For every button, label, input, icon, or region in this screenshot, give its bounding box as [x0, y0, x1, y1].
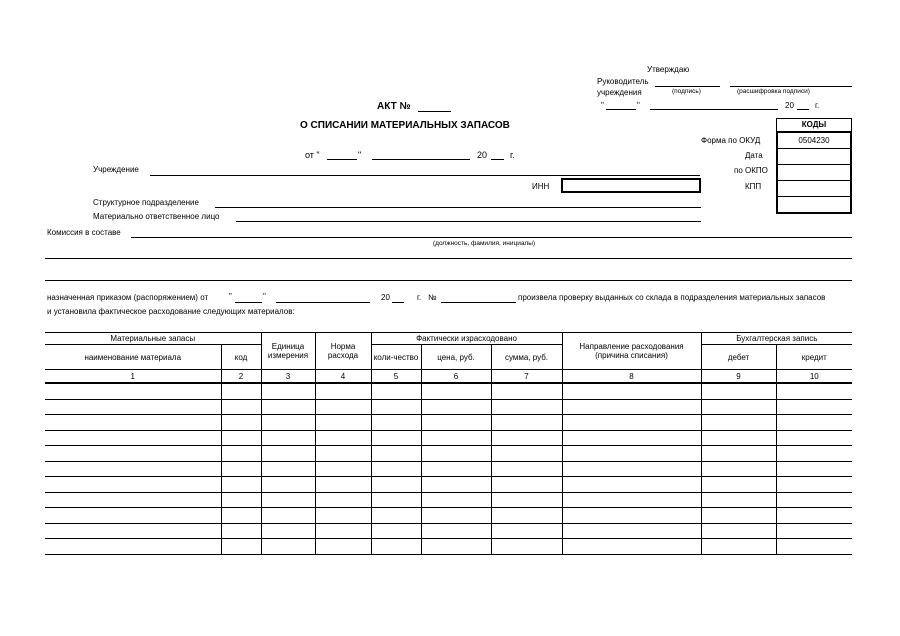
- table-cell[interactable]: [221, 523, 261, 539]
- table-cell[interactable]: [315, 383, 371, 399]
- table-cell[interactable]: [491, 399, 562, 415]
- institution-line[interactable]: [150, 175, 700, 176]
- table-cell[interactable]: [491, 492, 562, 508]
- table-cell[interactable]: [315, 446, 371, 462]
- approve-year-prefix: 20: [785, 101, 794, 110]
- kpp-label: КПП: [745, 182, 762, 191]
- table-cell[interactable]: [701, 523, 776, 539]
- header-qty: коли-чество: [371, 345, 421, 370]
- table-cell[interactable]: [371, 430, 421, 446]
- table-cell[interactable]: [701, 446, 776, 462]
- table-cell[interactable]: [701, 383, 776, 399]
- group-materials: Материальные запасы: [45, 333, 261, 345]
- table-cell[interactable]: [221, 446, 261, 462]
- table-cell[interactable]: [261, 492, 315, 508]
- table-cell[interactable]: [776, 415, 852, 431]
- table-cell[interactable]: [562, 539, 701, 555]
- header-code: код: [221, 345, 261, 370]
- table-cell[interactable]: [221, 383, 261, 399]
- table-cell[interactable]: [491, 446, 562, 462]
- group-accounting: Бухгалтерская запись: [701, 333, 852, 345]
- table-cell[interactable]: [221, 477, 261, 493]
- header-norm: Норма расхода: [315, 333, 371, 370]
- table-row: [45, 461, 852, 477]
- decode-caption: (расшифровка подписи): [737, 88, 810, 95]
- table-cell[interactable]: [421, 492, 491, 508]
- table-cell[interactable]: [562, 523, 701, 539]
- okud-value: 0504230: [776, 131, 852, 148]
- table-cell[interactable]: [491, 383, 562, 399]
- order-g: г.: [417, 293, 422, 302]
- approve-quote-close: ": [637, 101, 640, 110]
- table-cell[interactable]: [45, 477, 221, 493]
- header-debit: дебет: [701, 345, 776, 370]
- doc-date-year: 20: [477, 150, 488, 160]
- subdivision-line[interactable]: [215, 207, 701, 208]
- col-number: 2: [221, 370, 261, 384]
- table-row: [45, 539, 852, 555]
- date-cell[interactable]: [776, 148, 852, 164]
- table-cell[interactable]: [221, 415, 261, 431]
- institution-label: Учреждение: [93, 165, 139, 174]
- header-name: наименование материала: [45, 345, 221, 370]
- table-cell[interactable]: [261, 477, 315, 493]
- commission-caption: (должность, фамилия, инициалы): [433, 240, 536, 247]
- table-cell[interactable]: [491, 461, 562, 477]
- order-year: 20: [381, 293, 390, 302]
- table-cell[interactable]: [261, 383, 315, 399]
- commission-line-3[interactable]: [45, 280, 852, 281]
- table-cell[interactable]: [261, 461, 315, 477]
- table-cell[interactable]: [701, 430, 776, 446]
- table-cell[interactable]: [45, 399, 221, 415]
- table-cell[interactable]: [371, 523, 421, 539]
- table-cell[interactable]: [701, 477, 776, 493]
- table-cell[interactable]: [315, 430, 371, 446]
- col-number: 6: [421, 370, 491, 384]
- table-cell[interactable]: [315, 415, 371, 431]
- approve-day-line[interactable]: [606, 109, 636, 110]
- header-sum: сумма, руб.: [491, 345, 562, 370]
- table-cell[interactable]: [491, 508, 562, 524]
- inn-box[interactable]: [561, 178, 701, 193]
- table-cell[interactable]: [315, 461, 371, 477]
- table-cell[interactable]: [776, 539, 852, 555]
- table-cell[interactable]: [261, 446, 315, 462]
- table-cell[interactable]: [221, 508, 261, 524]
- commission-line-2[interactable]: [45, 258, 852, 259]
- table-cell[interactable]: [491, 523, 562, 539]
- table-cell[interactable]: [315, 539, 371, 555]
- col-number: 8: [562, 370, 701, 384]
- table-cell[interactable]: [776, 492, 852, 508]
- table-cell[interactable]: [315, 477, 371, 493]
- table-cell[interactable]: [221, 430, 261, 446]
- table-cell[interactable]: [371, 477, 421, 493]
- responsible-line[interactable]: [236, 221, 701, 222]
- table-cell[interactable]: [45, 492, 221, 508]
- date-label: Дата: [745, 151, 763, 160]
- table-cell[interactable]: [562, 399, 701, 415]
- doc-date-g: г.: [510, 150, 515, 160]
- table-cell[interactable]: [421, 477, 491, 493]
- table-cell[interactable]: [421, 399, 491, 415]
- approve-title: Утверждаю: [647, 65, 690, 74]
- col-number: 10: [776, 370, 852, 384]
- table-cell[interactable]: [776, 461, 852, 477]
- table-cell[interactable]: [701, 461, 776, 477]
- table-cell[interactable]: [315, 399, 371, 415]
- table-cell[interactable]: [45, 523, 221, 539]
- order-text: назначенная приказом (распоряжением) от: [47, 293, 209, 302]
- table-cell[interactable]: [261, 399, 315, 415]
- group-actual: Фактически израсходовано: [371, 333, 562, 345]
- table-cell[interactable]: [261, 539, 315, 555]
- table-cell[interactable]: [776, 430, 852, 446]
- table-cell[interactable]: [562, 415, 701, 431]
- doc-date-from: от ": [305, 150, 320, 160]
- table-cell[interactable]: [421, 523, 491, 539]
- table-cell[interactable]: [562, 477, 701, 493]
- table-cell[interactable]: [371, 508, 421, 524]
- table-cell[interactable]: [421, 461, 491, 477]
- table-cell[interactable]: [562, 383, 701, 399]
- table-cell[interactable]: [261, 508, 315, 524]
- table-cell[interactable]: [776, 399, 852, 415]
- table-cell[interactable]: [221, 461, 261, 477]
- table-cell[interactable]: [701, 492, 776, 508]
- table-cell[interactable]: [776, 446, 852, 462]
- table-cell[interactable]: [776, 477, 852, 493]
- table-cell[interactable]: [45, 461, 221, 477]
- approve-month-line[interactable]: [650, 109, 778, 110]
- table-cell[interactable]: [421, 383, 491, 399]
- order-quote-open: ": [229, 292, 232, 301]
- table-cell[interactable]: [701, 539, 776, 555]
- table-cell[interactable]: [371, 492, 421, 508]
- table-cell[interactable]: [45, 446, 221, 462]
- table-cell[interactable]: [421, 539, 491, 555]
- order-quote-close: ": [263, 292, 266, 301]
- table-cell[interactable]: [562, 430, 701, 446]
- table-cell[interactable]: [371, 461, 421, 477]
- okpo-cell[interactable]: [776, 164, 852, 180]
- table-cell[interactable]: [221, 539, 261, 555]
- table-cell[interactable]: [45, 508, 221, 524]
- table-cell[interactable]: [221, 492, 261, 508]
- table-cell[interactable]: [45, 430, 221, 446]
- table-cell[interactable]: [45, 539, 221, 555]
- table-cell[interactable]: [421, 430, 491, 446]
- sign-line[interactable]: [655, 86, 720, 87]
- table-row: [45, 383, 852, 399]
- order-year-line[interactable]: [392, 302, 404, 303]
- table-cell[interactable]: [261, 523, 315, 539]
- table-cell[interactable]: [371, 539, 421, 555]
- order-month-line[interactable]: [276, 302, 370, 303]
- codes-header: КОДЫ: [776, 118, 852, 131]
- table-cell[interactable]: [491, 539, 562, 555]
- table-row: [45, 446, 852, 462]
- table-cell[interactable]: [701, 508, 776, 524]
- table-body: [45, 383, 852, 554]
- table-cell[interactable]: [371, 415, 421, 431]
- kpp-cell[interactable]: [776, 180, 852, 196]
- table-cell[interactable]: [562, 508, 701, 524]
- doc-month-line[interactable]: [372, 159, 470, 160]
- table-cell[interactable]: [261, 415, 315, 431]
- header-unit: Единица измерения: [261, 333, 315, 370]
- table-cell[interactable]: [776, 523, 852, 539]
- doc-day-line[interactable]: [327, 159, 357, 160]
- table-cell[interactable]: [371, 399, 421, 415]
- commission-label: Комиссия в составе: [47, 228, 121, 237]
- inn-label: ИНН: [532, 182, 550, 191]
- doc-number-line[interactable]: [418, 111, 451, 112]
- okpo-label: по ОКПО: [734, 166, 768, 175]
- table-cell[interactable]: [701, 415, 776, 431]
- table-cell[interactable]: [371, 383, 421, 399]
- approve-year-line[interactable]: [797, 109, 809, 110]
- okud-label: Форма по ОКУД: [701, 136, 761, 145]
- table-cell[interactable]: [421, 446, 491, 462]
- head-label-1: Руководитель: [597, 77, 649, 86]
- col-number: 3: [261, 370, 315, 384]
- responsible-label: Материально ответственное лицо: [93, 212, 220, 221]
- order-number-line[interactable]: [441, 302, 516, 303]
- table-cell[interactable]: [315, 492, 371, 508]
- order-day-line[interactable]: [235, 302, 262, 303]
- col-number: 5: [371, 370, 421, 384]
- table-row: [45, 430, 852, 446]
- table-row: [45, 508, 852, 524]
- table-cell[interactable]: [421, 415, 491, 431]
- doc-year-line[interactable]: [491, 159, 504, 160]
- header-credit: кредит: [776, 345, 852, 370]
- subdivision-label: Структурное подразделение: [93, 198, 199, 207]
- table-cell[interactable]: [421, 508, 491, 524]
- approve-quote-open: ": [601, 101, 604, 110]
- approve-year-suffix: г.: [815, 101, 820, 110]
- table-cell[interactable]: [315, 523, 371, 539]
- materials-table: [45, 332, 852, 555]
- table-cell[interactable]: [491, 415, 562, 431]
- table-cell[interactable]: [261, 430, 315, 446]
- col-number: 4: [315, 370, 371, 384]
- codes-box: [776, 118, 852, 214]
- table-row: [45, 492, 852, 508]
- table-cell[interactable]: [776, 383, 852, 399]
- table-cell[interactable]: [776, 508, 852, 524]
- table-row: [45, 399, 852, 415]
- table-row: [45, 477, 852, 493]
- table-row: [45, 523, 852, 539]
- table-cell[interactable]: [562, 446, 701, 462]
- table-cell[interactable]: [562, 492, 701, 508]
- doc-title-number: АКТ №: [377, 101, 411, 112]
- doc-date-quote: ": [358, 150, 362, 160]
- order-tail: произвела проверку выданных со склада в подразделения материальных запасов: [518, 293, 826, 302]
- table-cell[interactable]: [221, 399, 261, 415]
- table-row: [45, 415, 852, 431]
- table-cell[interactable]: [491, 477, 562, 493]
- sign-caption: (подпись): [672, 88, 701, 95]
- col-number: 7: [491, 370, 562, 384]
- col-number: 1: [45, 370, 221, 384]
- header-direction: Направление расходования (причина списания): [562, 333, 701, 370]
- table-cell[interactable]: [45, 415, 221, 431]
- established-text: и установила фактическое расходование следующих материалов:: [47, 307, 295, 316]
- extra-cell[interactable]: [776, 196, 852, 214]
- table-cell[interactable]: [45, 383, 221, 399]
- decode-line[interactable]: [730, 86, 852, 87]
- order-no: №: [428, 293, 437, 302]
- col-number: 9: [701, 370, 776, 384]
- commission-line-1[interactable]: [131, 237, 852, 238]
- table-cell[interactable]: [371, 446, 421, 462]
- table-cell[interactable]: [562, 461, 701, 477]
- table-cell[interactable]: [315, 508, 371, 524]
- table-cell[interactable]: [701, 399, 776, 415]
- table-cell[interactable]: [491, 430, 562, 446]
- doc-title-main: О СПИСАНИИ МАТЕРИАЛЬНЫХ ЗАПАСОВ: [300, 120, 510, 131]
- head-label-2: учреждения: [597, 88, 642, 97]
- header-price: цена, руб.: [421, 345, 491, 370]
